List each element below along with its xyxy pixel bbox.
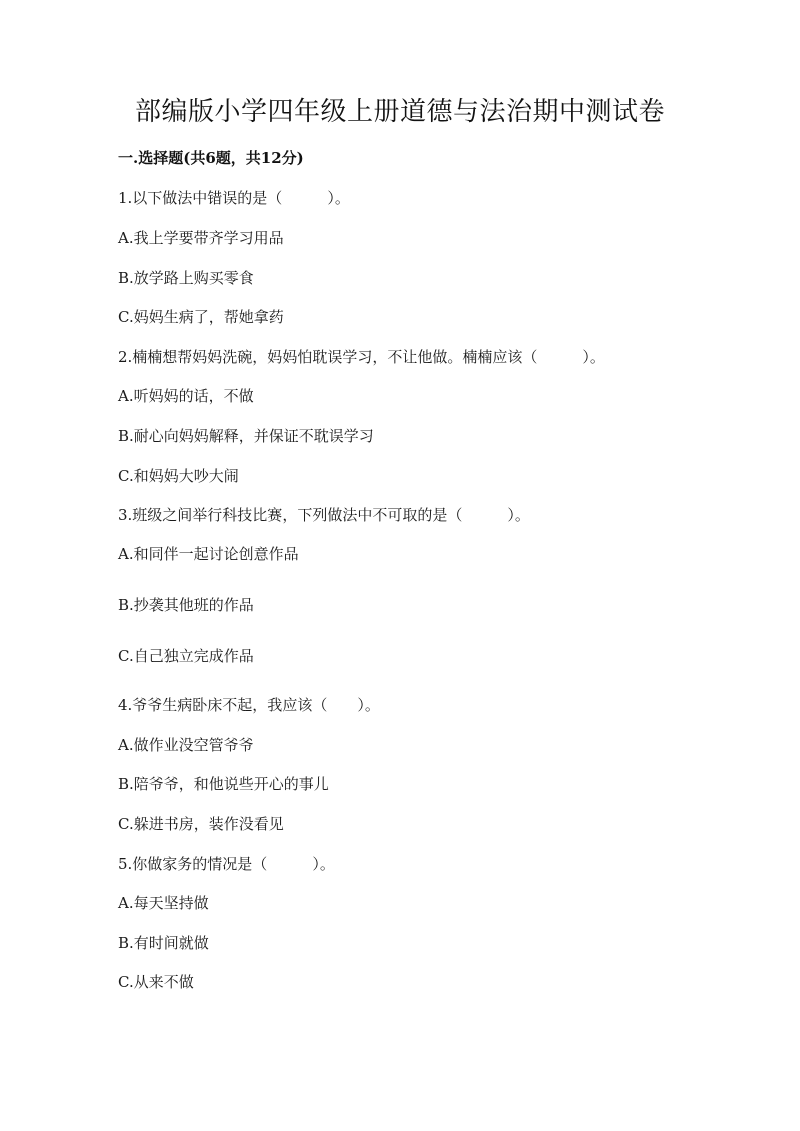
page-title: 部编版小学四年级上册道德与法治期中测试卷 bbox=[134, 97, 665, 127]
question-2-option-a: A.听妈妈的话，不做 bbox=[118, 387, 254, 405]
question-1-option-b: B.放学路上购买零食 bbox=[118, 269, 254, 287]
section-heading: 一.选择题(共6题，共12分) bbox=[118, 149, 304, 167]
question-4-stem: 4.爷爷生病卧床不起，我应该（ ）。 bbox=[118, 696, 380, 714]
question-3-option-c: C.自己独立完成作品 bbox=[118, 647, 254, 665]
question-3-stem: 3.班级之间举行科技比赛，下列做法中不可取的是（ ）。 bbox=[118, 506, 530, 524]
question-4-option-c: C.躲进书房，装作没看见 bbox=[118, 815, 284, 833]
question-1-stem: 1.以下做法中错误的是（ ）。 bbox=[118, 189, 350, 207]
question-3-option-b: B.抄袭其他班的作品 bbox=[118, 596, 254, 614]
question-1-option-a: A.我上学要带齐学习用品 bbox=[118, 229, 284, 247]
question-3-option-a: A.和同伴一起讨论创意作品 bbox=[118, 545, 299, 563]
question-2-stem: 2.楠楠想帮妈妈洗碗，妈妈怕耽误学习，不让他做。楠楠应该（ ）。 bbox=[118, 348, 605, 366]
question-5-option-b: B.有时间就做 bbox=[118, 934, 209, 952]
question-5-option-a: A.每天坚持做 bbox=[118, 894, 209, 912]
question-4-option-a: A.做作业没空管爷爷 bbox=[118, 736, 254, 754]
question-1-option-c: C.妈妈生病了，帮她拿药 bbox=[118, 308, 284, 326]
question-2-option-c: C.和妈妈大吵大闹 bbox=[118, 467, 239, 485]
question-5-option-c: C.从来不做 bbox=[118, 973, 194, 991]
question-5-stem: 5.你做家务的情况是（ ）。 bbox=[118, 855, 335, 873]
question-2-option-b: B.耐心向妈妈解释，并保证不耽误学习 bbox=[118, 427, 374, 445]
question-4-option-b: B.陪爷爷，和他说些开心的事儿 bbox=[118, 775, 329, 793]
